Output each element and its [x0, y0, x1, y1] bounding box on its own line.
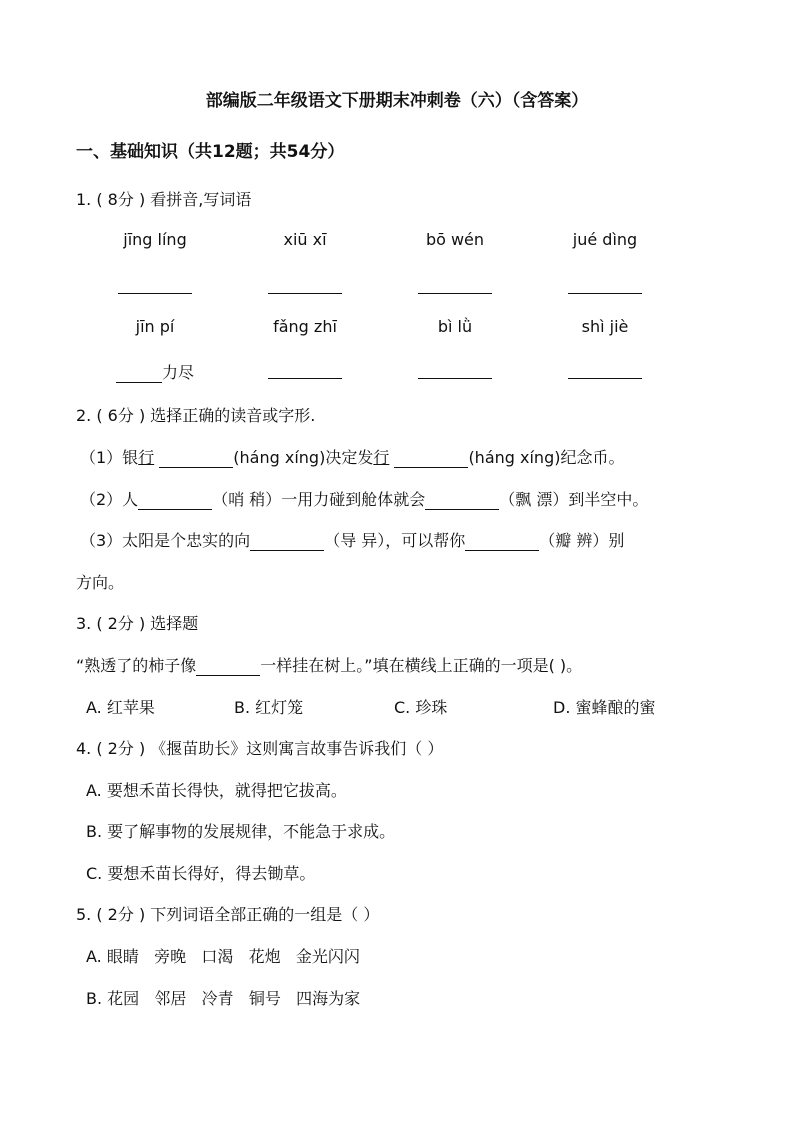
pinyin-item: bì lǜ [437, 317, 473, 336]
option-c[interactable]: C. 珍珠 [394, 698, 448, 717]
answer-blank[interactable] [268, 277, 342, 294]
question-2-line-4: 方向。 [76, 573, 125, 592]
answer-blank[interactable] [118, 277, 192, 294]
pinyin-item: shì jiè [581, 317, 629, 336]
answer-row-1 [80, 275, 720, 294]
answer-blank[interactable] [250, 534, 324, 551]
option-d[interactable]: D. 蜜蜂酿的蜜 [553, 698, 656, 717]
answer-blank[interactable] [196, 659, 260, 676]
pinyin-row-2 [80, 317, 720, 336]
answer-blank[interactable] [138, 493, 212, 510]
answer-blank[interactable] [418, 362, 492, 379]
section-heading: 一、基础知识（共12题；共54分） [76, 142, 345, 162]
option-a[interactable]: A. 要想禾苗长得快，就得把它拔高。 [86, 781, 347, 800]
answer-blank[interactable] [159, 451, 233, 468]
option-b[interactable]: B. 花园 邻居 冷青 铜号 四海为家 [86, 989, 361, 1008]
answer-blank[interactable] [425, 493, 499, 510]
question-2-line-2: （2）人 （哨 稍）一用力碰到舱体就会 （飘 漂）到半空中。 [80, 490, 649, 509]
answer-blank[interactable] [394, 451, 468, 468]
option-a[interactable]: A. 眼睛 旁晚 口渴 花炮 金光闪闪 [86, 947, 360, 966]
question-4-header: 4. ( 2分 ) 《揠苗助长》这则寓言故事告诉我们（ ） [76, 739, 444, 758]
pinyin-item: bō wén [425, 230, 485, 249]
question-1-header: 1. ( 8分 ) 看拼音,写词语 [76, 190, 252, 209]
pinyin-item: fǎng zhī [273, 317, 337, 336]
answer-blank[interactable] [465, 534, 539, 551]
answer-blank[interactable] [116, 366, 162, 383]
answer-blank[interactable] [268, 362, 342, 379]
question-2-header: 2. ( 6分 ) 选择正确的读音或字形. [76, 406, 316, 425]
question-2-line-3: （3）太阳是个忠实的向 （导 异），可以帮你 （瓣 辨）别 [80, 531, 625, 550]
question-3-stem: “熟透了的柿子像 一样挂在树上。”填在横线上正确的一项是( )。 [76, 656, 583, 675]
question-2-line-1: （1）银行 (háng xíng)决定发行 (háng xíng)纪念币。 [80, 448, 625, 467]
blank-suffix: 力尽 [161, 363, 194, 382]
option-b[interactable]: B. 要了解事物的发展规律，不能急于求成。 [86, 822, 396, 841]
pinyin-item: xiū xī [283, 230, 327, 249]
pinyin-item: jīn pí [135, 317, 175, 336]
answer-row-2 [80, 360, 720, 383]
pinyin-item: jué dìng [572, 230, 638, 249]
answer-blank[interactable] [568, 277, 642, 294]
option-a[interactable]: A. 红苹果 [86, 698, 155, 717]
question-3-header: 3. ( 2分 ) 选择题 [76, 614, 199, 633]
page-title: 部编版二年级语文下册期末冲刺卷（六）（含答案） [205, 91, 589, 111]
question-5-header: 5. ( 2分 ) 下列词语全部正确的一组是（ ） [76, 905, 380, 924]
option-c[interactable]: C. 要想禾苗长得好，得去锄草。 [86, 864, 316, 883]
pinyin-row-1 [80, 230, 720, 249]
answer-blank[interactable] [568, 362, 642, 379]
option-b[interactable]: B. 红灯笼 [234, 698, 304, 717]
answer-blank[interactable] [418, 277, 492, 294]
pinyin-item: jīng líng [123, 230, 187, 249]
